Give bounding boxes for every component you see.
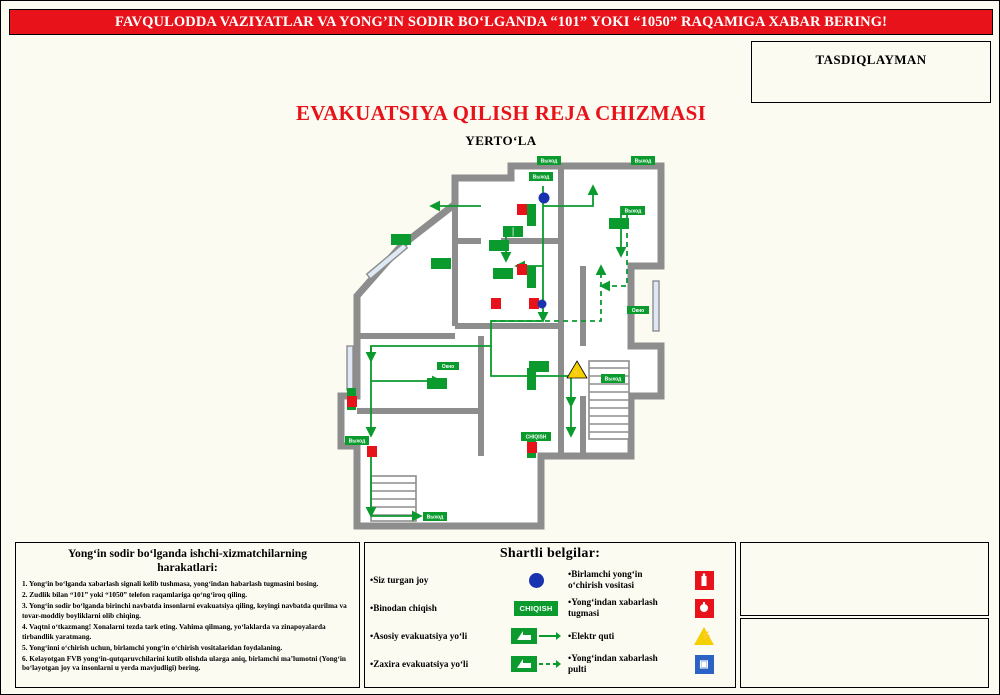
- instruction-item: 3. Yong‘in sodir bo‘lganda birinchi navbatda insonlarni evakuatsiya qiling, keyingi navbatda qurilma va tovar-moddiy boyliklarni olib chiqing.: [22, 601, 347, 620]
- exit-badge-icon: CHIQISH: [510, 601, 562, 616]
- instruction-item: 1. Yong‘in bo‘lganda xabarlash signali kelib tushmasa, yong‘indan habarlash tugmasini bosing.: [22, 578, 319, 588]
- svg-text:Выход: Выход: [426, 514, 444, 521]
- legend-item-fire-extinguisher: [566, 566, 730, 594]
- legend-item-alarm-button: [566, 594, 730, 622]
- legend-item-electric-box: [566, 622, 730, 650]
- svg-text:⚡: ⚡: [571, 368, 583, 378]
- instruction-item: 4. Vaqtni o‘tkazmang! Xonalarni tezda tark eting. Vahima qilmang, yo‘laklarda va zinapoyalarda tirbandlik yaratmang.: [22, 621, 326, 641]
- svg-text:CHIQISH: CHIQISH: [525, 434, 547, 441]
- instructions-list: [22, 579, 353, 673]
- legend-column-left: [370, 566, 562, 678]
- blue-dot-icon: [510, 573, 562, 588]
- svg-text:Выход: Выход: [634, 158, 652, 165]
- instruction-item: 6. Kelayotgan FVB yong‘in-qutqaruvchilarini kutib olishda ularga aniq, birlamchi ma’lumotni (Yong‘in bo‘layotgan joy va insonlarni u yerda mavjudligi) bering.: [22, 653, 346, 673]
- legend-item-alarm-panel: [566, 650, 730, 678]
- instructions-title-line2: harakatlari:: [157, 561, 218, 575]
- legend-label: •Binodan chiqish: [370, 602, 437, 613]
- fire-alarm-panel-icon: ▣: [678, 655, 730, 674]
- svg-text:Выход: Выход: [624, 208, 642, 215]
- page-title: EVAKUATSIYA QILISH REJA CHIZMASI: [295, 101, 707, 125]
- legend-column-right: [566, 566, 730, 678]
- fire-extinguisher-icon: [678, 571, 730, 590]
- svg-text:Окно: Окно: [441, 364, 455, 370]
- approval-box: [751, 41, 991, 103]
- legend-label: •Zaxira evakuatsiya yo‘li: [370, 658, 469, 669]
- instruction-item: 2. Zudlik bilan “101” yoki “1050” telefon raqamlariga qo‘ng‘iroq qiling.: [22, 590, 248, 600]
- legend-label: •Yong‘indan xabarlash pulti: [568, 653, 658, 674]
- svg-text:Выход: Выход: [348, 438, 366, 445]
- instructions-title: [22, 547, 353, 576]
- signature-panel-bottom: [740, 618, 989, 688]
- legend-label: •Birlamchi yong‘in o‘chirish vositasi: [568, 569, 643, 590]
- instructions-title-line1: Yong‘in sodir bo‘lganda ishchi-xizmatchilarning: [67, 547, 308, 560]
- legend-panel: [364, 542, 736, 688]
- electric-hazard-icon: [678, 627, 730, 645]
- svg-text:⎪: ⎪: [510, 227, 516, 237]
- emergency-banner: FAVQULODDA VAZIYATLAR VA YONG’IN SODIR BO‘LGANDA “101” YOKI “1050” RAQAMIGA XABAR BERING!: [9, 9, 993, 35]
- svg-text:Выход: Выход: [604, 376, 622, 383]
- floor-plan-diagram: [331, 146, 681, 536]
- floor-label: YERTO‘LA: [465, 133, 537, 148]
- instruction-item: 5. Yong‘inni o‘chirish uchun, birlamchi yong‘in o‘chirish vositalaridan foydalaning.: [22, 642, 283, 652]
- legend-label: •Asosiy evakuatsiya yo‘li: [370, 630, 468, 641]
- legend-label: •Yong‘indan xabarlash tugmasi: [568, 597, 658, 618]
- fire-alarm-button-icon: [678, 599, 730, 618]
- svg-text:Окно: Окно: [631, 308, 645, 314]
- legend-item-main-route: [370, 622, 562, 650]
- instructions-panel: [15, 542, 360, 688]
- svg-text:Выход: Выход: [532, 174, 550, 181]
- legend-item-you-are-here: [370, 566, 562, 594]
- legend-label: •Siz turgan joy: [370, 574, 429, 585]
- legend-title: Shartli belgilar:: [499, 546, 601, 561]
- legend-item-reserve-route: [370, 650, 562, 678]
- signature-panel-top: [740, 542, 989, 616]
- legend-label: •Elektr quti: [568, 630, 615, 641]
- reserve-route-icon: [510, 654, 562, 674]
- legend-item-building-exit: [370, 594, 562, 622]
- svg-text:Выход: Выход: [540, 158, 558, 165]
- main-route-icon: [510, 626, 562, 646]
- approval-title: TASDIQLAYMAN: [815, 52, 927, 67]
